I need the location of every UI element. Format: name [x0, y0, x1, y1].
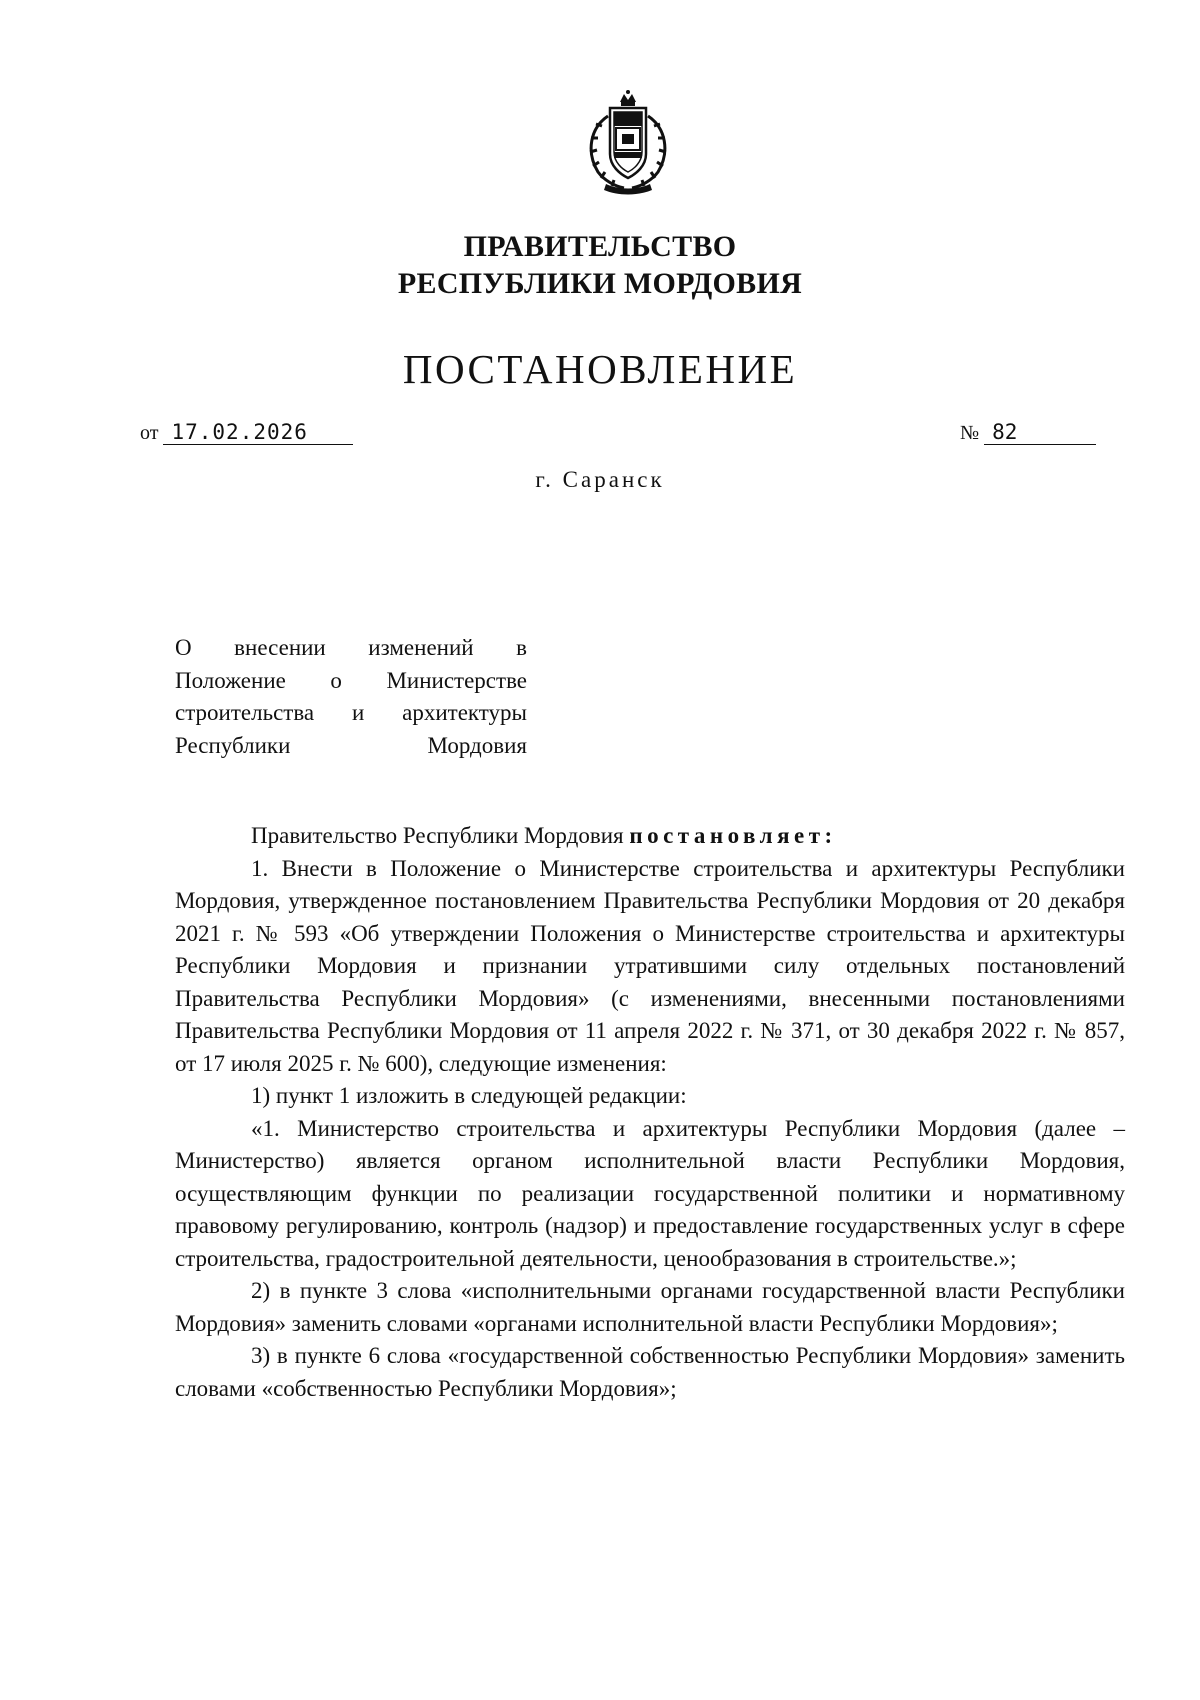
body-paragraph: 3) в пункте 6 слова «государственной собственностью Республики Мордовия» заменить словами «собственностью Республики Мордовия»; — [175, 1343, 1125, 1401]
organization-line-1: ПРАВИТЕЛЬСТВО — [463, 230, 737, 263]
number-prefix: № — [960, 422, 980, 444]
document-date-row — [140, 420, 353, 445]
document-city: г. Саранск — [535, 467, 665, 492]
date-prefix: от — [140, 422, 159, 444]
document-number: 82 — [984, 420, 1096, 445]
body-paragraph: 1. Внести в Положение о Министерстве строительства и архитектуры Республики Мордовия, утвержденное постановлением Правительства Республики Мордовия от 20 декабря 2021 г. № 593 «Об утверждении Положения о Министерстве строительства и архитектуры Республики Мордовия и признании утратившими силу отдельных постановлений Правительства Республики Мордовия» (с изменениями, внесенными постановлениями Правительства Республики Мордовия от 11 апреля 2022 г. № 371, от 30 декабря 2022 г. № 857, от 17 июля 2025 г. № 600), следующие изменения: — [175, 855, 1125, 1076]
intro-emphasis: постановляет: — [629, 823, 837, 848]
document-body — [175, 820, 1125, 1405]
document-number-row — [960, 420, 1096, 445]
intro-text: Правительство Республики Мордовия — [251, 823, 624, 848]
organization-line-2: РЕСПУБЛИКИ МОРДОВИЯ — [397, 267, 803, 300]
body-paragraph: 1) пункт 1 изложить в следующей редакции: — [251, 1083, 687, 1108]
subject-line: Положение о Министерстве — [175, 667, 527, 693]
document-subject — [175, 632, 527, 762]
subject-line: О внесении изменений в — [175, 635, 527, 660]
document-date: 17.02.2026 — [163, 420, 353, 445]
body-paragraph: «1. Министерство строительства и архитектуры Республики Мордовия (далее – Министерство) является органом исполнительной власти Республики Мордовия, осуществляющим функции по реализации государственной политики и нормативному правовому регулированию, контроль (надзор) и предоставление государственных услуг в сфере строительства, градостроительной деятельности, ценообразования в строительстве.»; — [175, 1115, 1125, 1271]
organization-name — [0, 228, 1200, 302]
subject-line: Республики Мордовия — [175, 732, 527, 758]
document-type-title: ПОСТАНОВЛЕНИЕ — [402, 346, 798, 392]
mordovia-coat-of-arms-icon — [568, 88, 688, 198]
body-paragraph: 2) в пункте 3 слова «исполнительными органами государственной власти Республики Мордовия» заменить словами «органами исполнительной власти Республики Мордовия»; — [175, 1278, 1125, 1336]
body-intro — [175, 820, 1125, 853]
subject-line: строительства и архитектуры — [175, 700, 527, 725]
